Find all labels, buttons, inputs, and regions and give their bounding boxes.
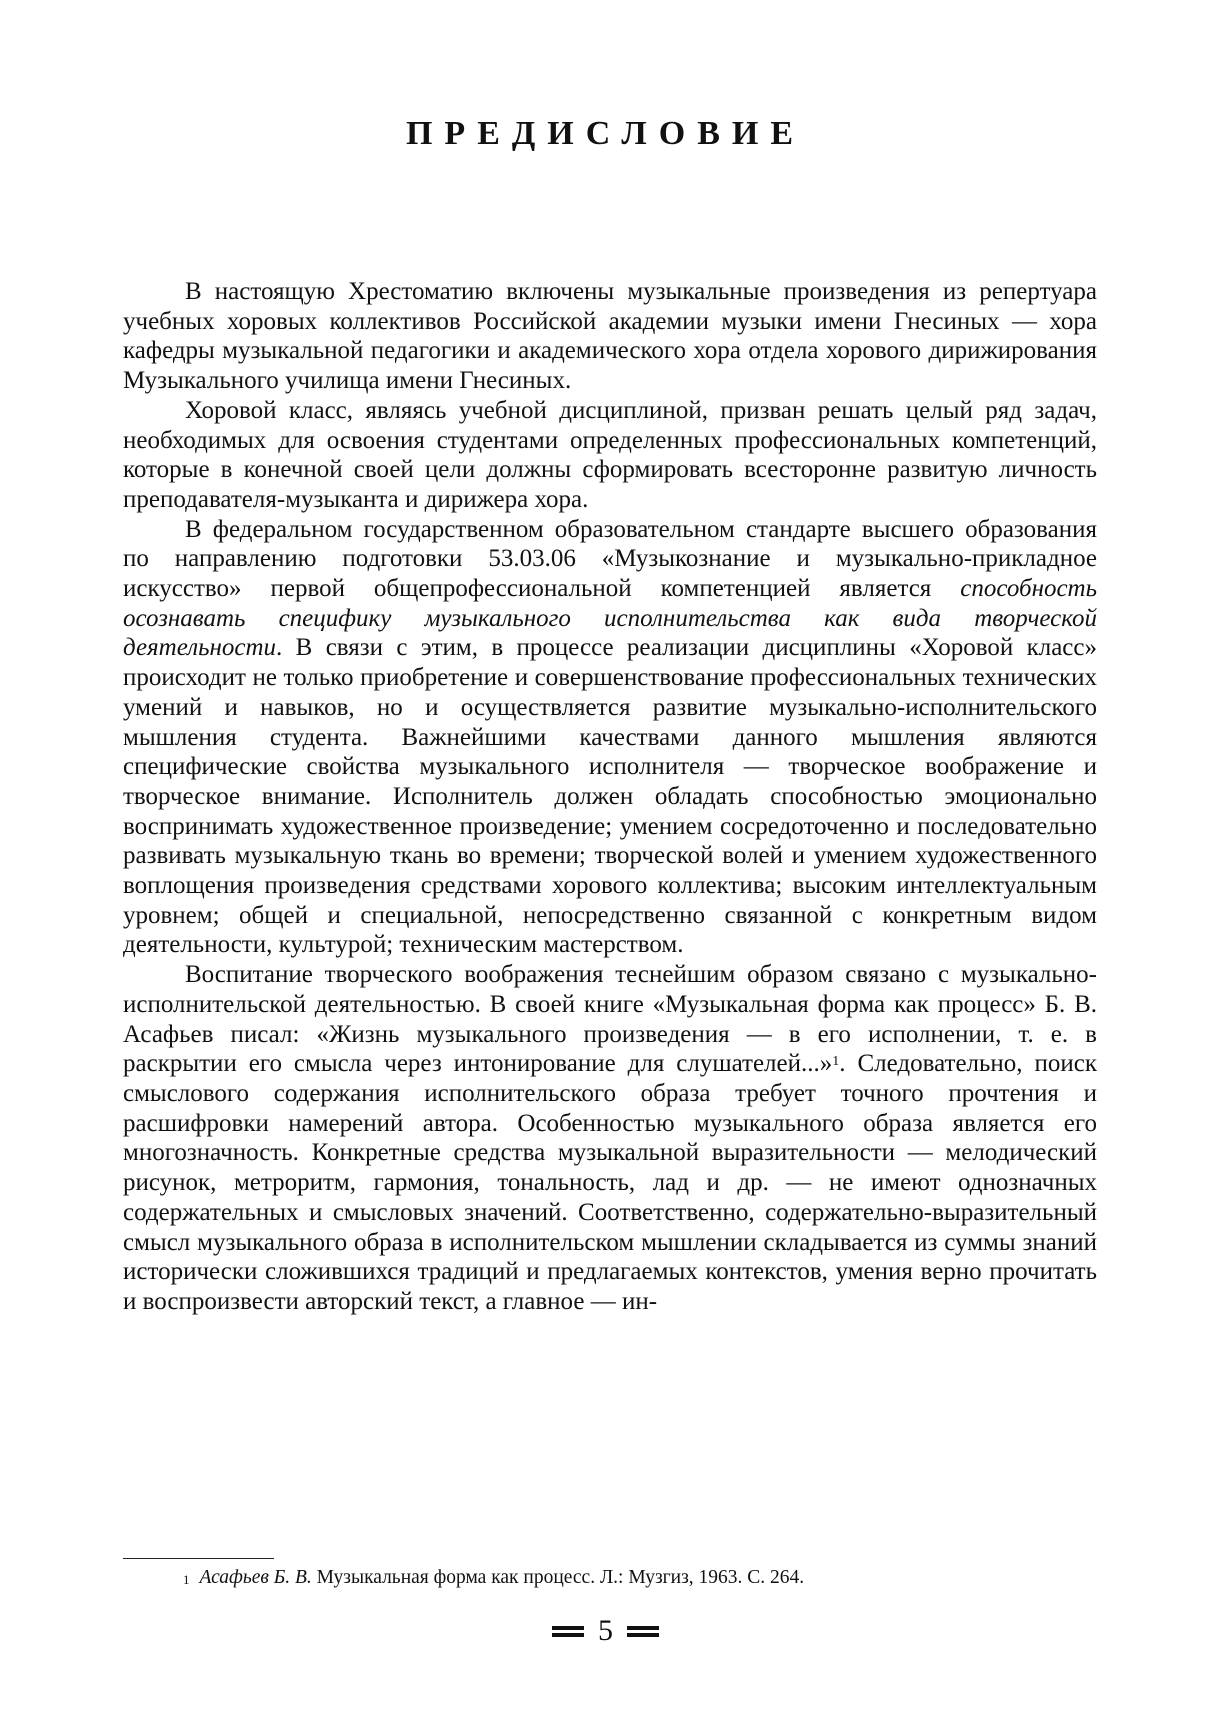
footnote-author: Асафьев Б. В. [199,1567,312,1588]
page-folio [0,1614,1211,1648]
paragraph-3-emphasis: способность осознавать специфику музыкального исполнительства как вида творческой деятельности [123,575,1097,662]
footnote-reference: 1 [832,1054,840,1070]
paragraph-4-text-a: Воспитание творческого воображения теснейшим образом связано с музыкально-исполнительской деятельностью. В своей книге «Музыкальная форма как процесс» Б. В. Асафьев писал: «Жизнь музыкального произведения — в его исполнении, т. е. в раскрытии его смысла через интонирование для слушателей...» [123,961,1097,1078]
page-number: 5 [598,1614,613,1647]
footnote-divider [123,1558,274,1559]
folio-ornament-left [552,1626,584,1637]
paragraph-2 [123,396,1097,515]
paragraph-4-text-b: . Следовательно, поиск смыслового содержания исполнительского образа требует точного прочтения и расшифровки намерений автора. Особенностью музыкального образа является его многозначность. Конкретные средства музыкальной выразительности — мелодический рисунок, метроритм, гармония, тональность, лад и др. — не имеют однозначных содержательных и смысловых значений. Соответственно, содержательно-выразительный смысл музыкального образа в исполнительском мышлении складывается из суммы знаний исторически сложившихся традиций и предлагаемых контекстов, умения верно прочитать и воспроизвести авторский текст, а главное — ин- [123,1050,1097,1315]
chapter-title: ПРЕДИСЛОВИЕ [405,115,806,152]
footnote-mark: 1 [183,1572,190,1587]
paragraph-3-text-a: В федеральном государственном образовательном стандарте высшего образования по направлению подготовки 53.03.06 «Музыкознание и музыкально-прикладное искусство» первой общепрофессиональной компетенцией является [123,515,1097,603]
paragraph-1-text: В настоящую Хрестоматию включены музыкальные произведения из репертуара учебных хоровых коллективов Российской академии музыки имени Гнесиных — хора кафедры музыкальной педагогики и академического хора отдела хорового дирижирования Музыкального училища имени Гнесиных. [123,278,1097,395]
paragraph-2-text: Хоровой класс, являясь учебной дисциплиной, призван решать целый ряд задач, необходимых для освоения студентами определенных профессиональных компетенций, которые в конечной своей цели должны сформировать всесторонне развитую личность преподавателя-музыканта и дирижера хора. [123,396,1097,513]
folio-ornament-right [627,1626,659,1637]
paragraph-3-text-b: . В связи с этим, в процессе реализации дисциплины «Хоровой класс» происходит не только приобретение и совершенствование профессиональных технических умений и навыков, но и осуществляется развитие музыкально-исполнительского мышления студента. Важнейшими качествами данного мышления являются специфические свойства музыкального исполнителя — творческое воображение и творческое внимание. Исполнитель должен обладать способностью эмоционально воспринимать художественное произведение; умением сосредоточенно и последовательно развивать музыкальную ткань во времени; творческой волей и умением художественного воплощения произведения средствами хорового коллектива; высоким интеллектуальным уровнем; общей и специальной, непосредственно связанной с конкретным видом деятельности, культурой; техническим мастерством. [123,634,1097,959]
paragraph-4 [123,960,1097,1316]
body-text [123,277,1097,1317]
footnote [183,1565,804,1591]
paragraph-1 [123,277,1097,396]
paragraph-3 [123,515,1097,961]
footnote-text: Музыкальная форма как процесс. Л.: Музгиз, 1963. С. 264. [311,1567,805,1588]
